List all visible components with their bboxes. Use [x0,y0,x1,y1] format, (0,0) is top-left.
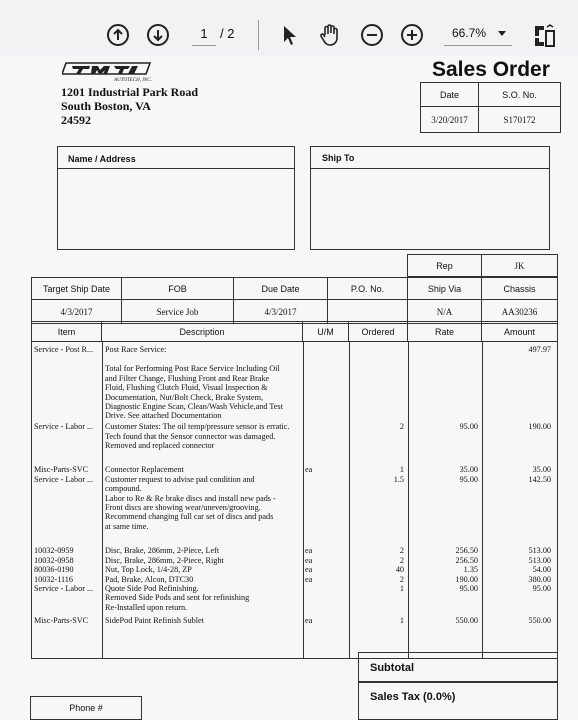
item-cell: 10032-0959 [34,546,74,556]
rep-value: JK [514,260,525,271]
name-address-label: Name / Address [68,154,136,164]
sales-tax-label: Sales Tax (0.0%) [370,691,456,703]
amount-cell: 380.00 [528,574,551,584]
previous-page-icon[interactable] [106,23,130,47]
description-line: Re-Installed upon return. [105,602,188,612]
description-line: compound. [105,484,142,494]
rate-cell: 190.00 [455,574,478,584]
ordered-cell: 40 [395,565,404,575]
due-date-value: 4/3/2017 [234,300,328,323]
fit-page-icon[interactable] [532,23,558,47]
description-line: Diagnostic Engine Scan, Clean/Wash Vehicle,and Test [105,402,283,411]
description-line: and Filter Change, Flushing Front and Rear Brake [105,373,270,383]
description-line: Removed and replaced connector [105,441,215,451]
item-cell: Misc-Parts-SVC [34,465,89,475]
address-line-3: 24592 [61,113,91,127]
um-cell: ea [305,546,313,556]
description-line: Drive. See attached Documentation [105,411,222,421]
amount-cell: 550.00 [528,616,551,626]
amount-cell: 497.97 [528,345,551,354]
item-cell: 80036-0190 [34,565,74,575]
po-number-header: P.O. No. [328,278,408,300]
rate-cell: 95.00 [459,474,478,484]
company-logo [62,61,154,83]
description-line: Tech found that the Sensor connector was damaged. [105,431,276,441]
description-line: Pad, Brake, Alcon, DTC30 [105,574,194,584]
description-line: Fluid, Flushing Clutch Fluid, Visual Inspection & [105,383,268,393]
col-divider [102,342,103,658]
rep-label: Rep [408,255,482,276]
rate-cell: 35.00 [459,465,478,475]
name-address-divider [57,168,295,169]
fob-value: Service Job [122,300,234,323]
description-line: Documentation, Nut/Bolt Check, Brake System, [105,392,264,402]
toolbar-divider [258,20,259,50]
rate-cell: 550.00 [455,616,478,626]
ordered-cell: 2 [399,574,404,584]
um-cell: ea [305,574,313,584]
col-divider [303,342,304,658]
item-cell: Misc-Parts-SVC [34,616,89,626]
item-cell: 10032-0958 [34,555,74,565]
ordered-cell: 2 [399,546,404,556]
item-header: Item [32,322,102,342]
ordered-cell: 2 [399,555,404,565]
description-header: Description [102,322,303,342]
item-cell: Service - Labor ... [34,422,94,432]
um-cell: ea [305,616,313,626]
date-value: 3/20/2017 [421,107,479,132]
um-cell: ea [305,555,313,565]
description-line: SidePod Paint Refinish Sublet [105,616,204,626]
description-line: Customer request to advise pad condition and [105,474,255,484]
chevron-down-icon [498,31,506,36]
rate-header: Rate [408,322,482,342]
zoom-in-icon[interactable] [400,23,424,47]
so-number-value: S170172 [503,114,536,125]
item-cell: 10032-1116 [34,574,73,584]
rate-cell: 95.00 [459,584,478,593]
fob-header: FOB [122,278,234,300]
ordered-cell: 1 [399,465,404,475]
zoom-value: 66.7% [452,26,487,40]
address-line-1: 1201 Industrial Park Road [61,85,199,99]
description-line: Quote Side Pod Refinishing. [105,584,199,593]
ship-to-label: Ship To [322,153,355,163]
col-divider [349,342,350,658]
amount-cell: 190.00 [528,422,551,432]
chassis-value: AA30236 [501,306,538,317]
po-number-value [328,300,408,323]
item-cell: Service - Labor ... [34,474,94,484]
due-date-header: Due Date [234,278,328,300]
description-line: Disc, Brake, 286mm, 2-Piece, Right [105,555,224,565]
rate-cell: 1.35 [463,565,478,575]
chassis-header: Chassis [482,278,557,300]
description-line: at same time. [105,521,149,531]
ship-to-divider [310,168,550,169]
ship-via-header: Ship Via [408,278,482,300]
rate-cell: 256.50 [455,555,478,565]
item-cell: Service - Labor ... [34,584,94,593]
page-number-input[interactable]: 1 [192,26,216,46]
um-header: U/M [303,322,349,342]
description-line: Connector Replacement [105,465,184,475]
amount-cell: 35.00 [532,465,551,475]
um-cell: ea [305,465,313,475]
um-cell: ea [305,565,313,575]
description-line: Nut, Top Lock, 1/4-28, ZP [105,565,192,575]
zoom-dropdown[interactable] [444,22,512,46]
date-header: Date [421,83,479,107]
ordered-cell: 2 [399,422,404,432]
pan-hand-icon[interactable] [318,23,342,47]
document-title: Sales Order [432,58,550,81]
col-divider [482,342,483,658]
svg-text:AUTOTECH, INC.: AUTOTECH, INC. [114,78,152,83]
ordered-cell: 1 [399,616,404,626]
description-line: Customer States: The oil temp/pressure sensor is erratic. [105,422,290,432]
description-line: Labor to Re & Re brake discs and install new pads - [105,493,276,503]
amount-cell: 95.00 [532,584,551,593]
item-cell: Service - Post R... [34,345,94,354]
target-ship-date-header: Target Ship Date [32,278,122,300]
description-line: Total for Performing Post Race Service Including Oil [105,364,280,374]
zoom-out-icon[interactable] [360,23,384,47]
ordered-header: Ordered [349,322,408,342]
amount-cell: 513.00 [528,555,551,565]
document-page [0,56,578,720]
col-divider [408,342,409,658]
description-line: Front discs are showing wear/uneven/grooving. [105,503,261,512]
rate-cell: 256.50 [455,546,478,556]
description-line: Removed Side Pods and sent for refinishing [105,593,250,603]
subtotal-label: Subtotal [370,662,414,674]
so-header: S.O. No. [479,83,560,107]
page-total: / 2 [220,26,235,41]
description-line: Post Race Service: [105,345,167,354]
rate-cell: 95.00 [459,422,478,432]
amount-cell: 142.50 [528,474,551,484]
address-line-2: South Boston, VA [61,99,151,113]
next-page-icon[interactable] [146,23,170,47]
select-cursor-icon[interactable] [278,23,302,47]
ship-via-value: N/A [408,300,482,323]
target-ship-date-value: 4/3/2017 [32,300,122,323]
amount-cell: 513.00 [528,546,551,556]
ordered-cell: 1 [399,584,404,593]
amount-header: Amount [482,322,557,342]
ordered-cell: 1.5 [393,474,404,484]
amount-cell: 54.00 [532,565,551,575]
description-line: Disc, Brake, 286mm, 2-Piece, Left [105,546,220,556]
description-line: Recommend changing full car set of discs and pads [105,512,274,522]
phone-label: Phone # [30,696,142,720]
